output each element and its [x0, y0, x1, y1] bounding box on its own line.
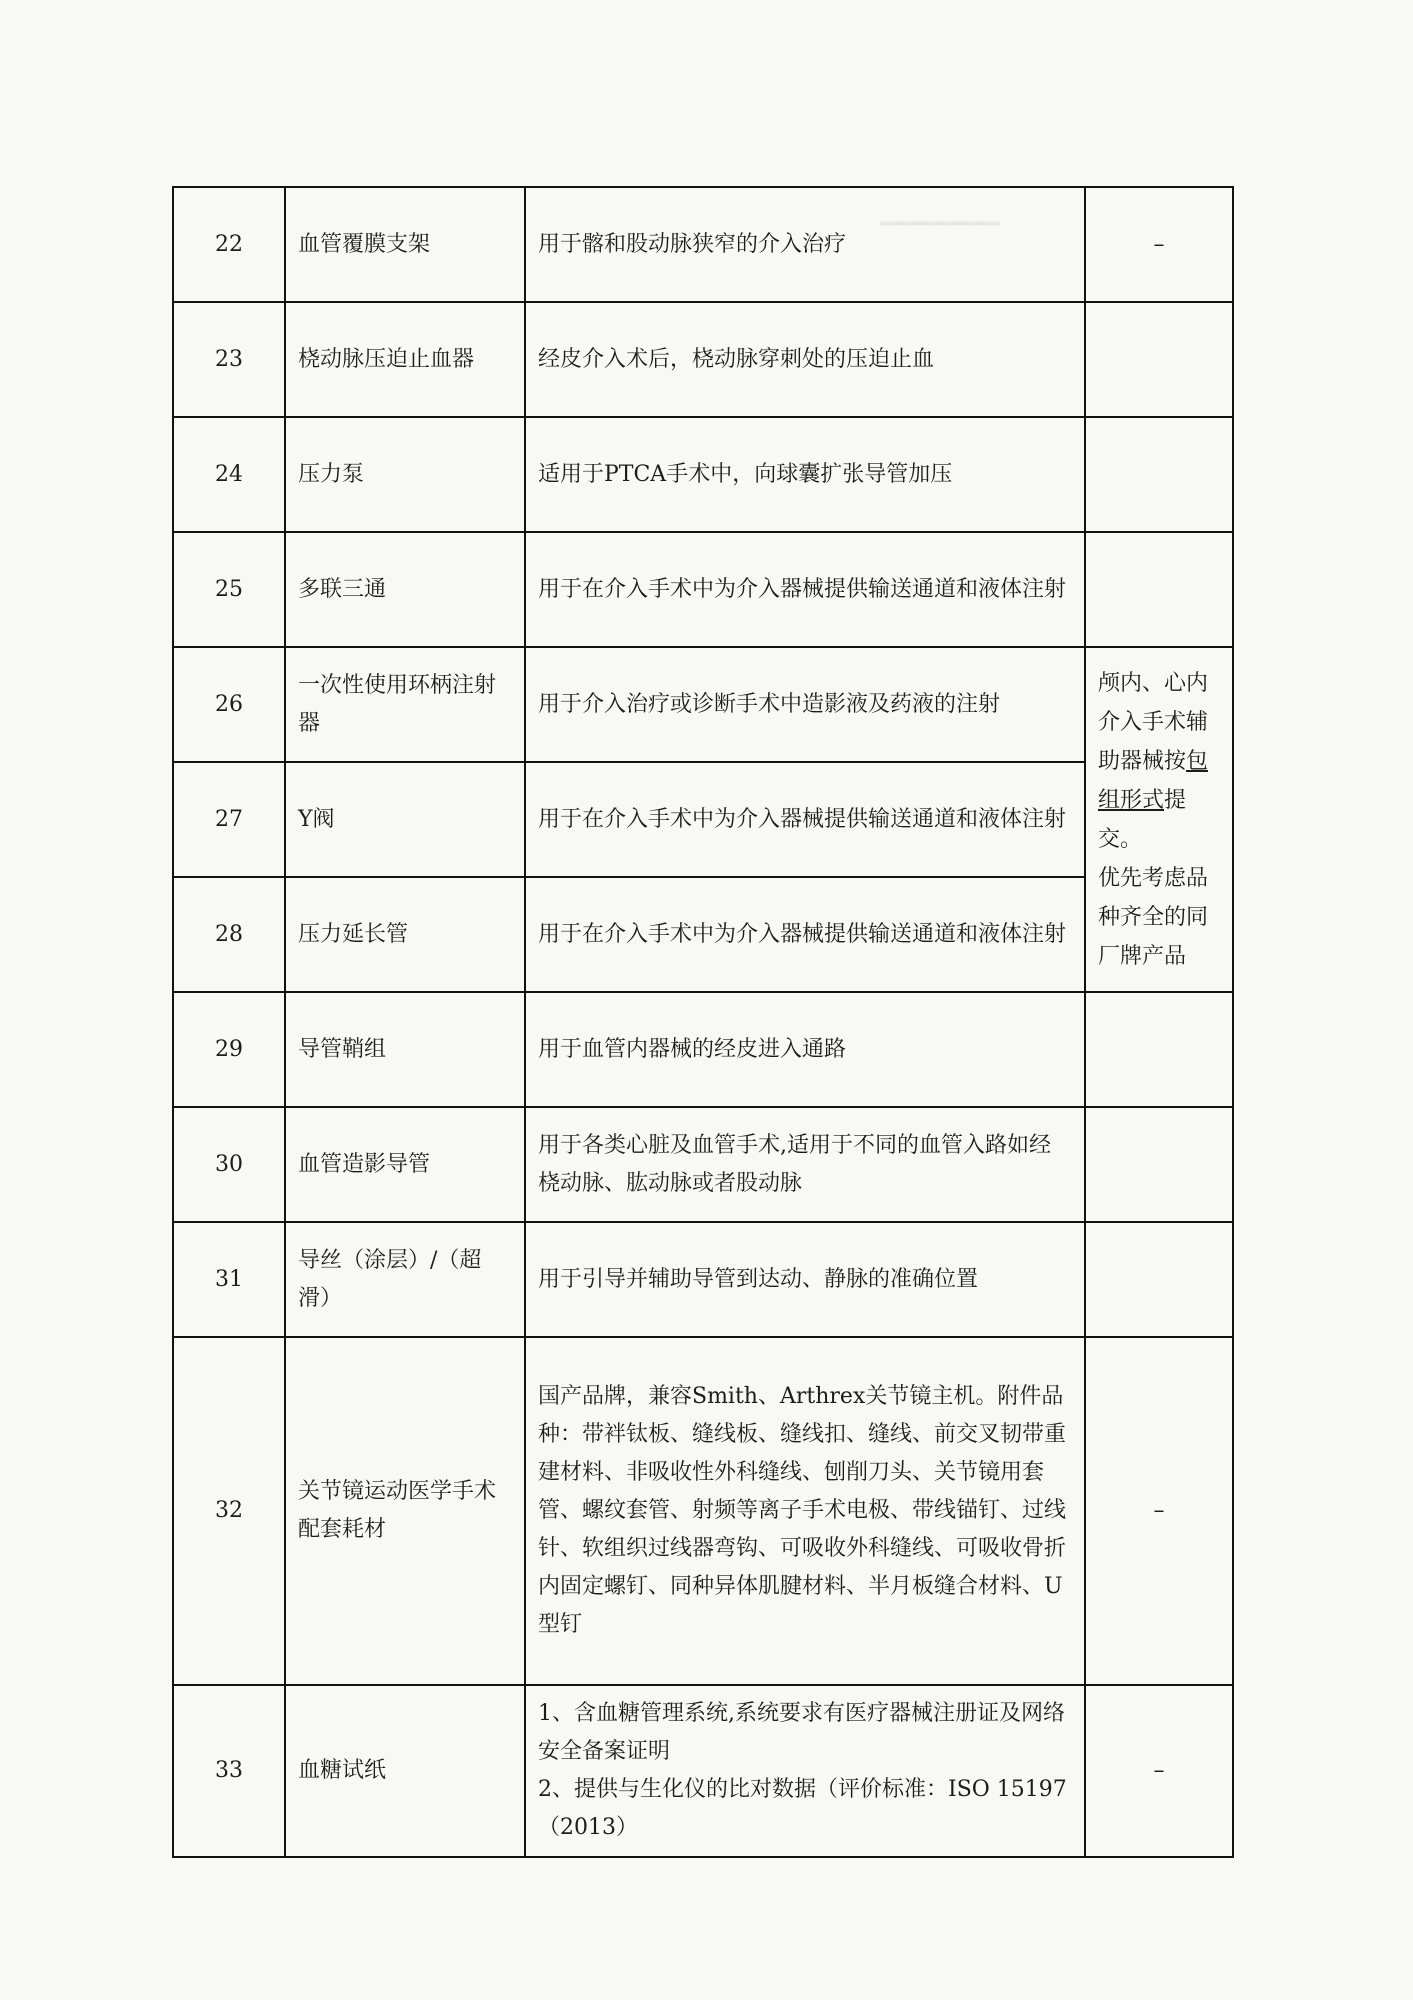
- item-note: –: [1085, 187, 1233, 302]
- item-name: 一次性使用环柄注射器: [285, 647, 525, 762]
- group-note-underlined: 包组形式: [1098, 748, 1209, 813]
- item-description: 用于在介入手术中为介入器械提供输送通道和液体注射: [525, 877, 1085, 992]
- table-row: [173, 417, 1233, 532]
- item-note-empty: [1085, 1222, 1233, 1337]
- item-name: 导管鞘组: [285, 992, 525, 1107]
- table-row: [173, 1337, 1233, 1685]
- table-row: [173, 762, 1233, 877]
- row-number: 26: [173, 647, 285, 762]
- table-row: [173, 1107, 1233, 1222]
- item-note-empty: [1085, 992, 1233, 1107]
- table-row: [173, 532, 1233, 647]
- row-number: 25: [173, 532, 285, 647]
- item-note: –: [1085, 1337, 1233, 1685]
- row-number: 24: [173, 417, 285, 532]
- item-name: 压力泵: [285, 417, 525, 532]
- row-number: 22: [173, 187, 285, 302]
- item-description: 国产品牌，兼容Smith、Arthrex关节镜主机。附件品种：带袢钛板、缝线板、缝线扣、缝线、前交叉韧带重建材料、非吸收性外科缝线、刨削刀头、关节镜用套管、螺纹套管、射频等离子手术电极、带线锚钉、过线针、软组织过线器弯钩、可吸收外科缝线、可吸收骨折内固定螺钉、同种异体肌腱材料、半月板缝合材料、U型钉: [525, 1337, 1085, 1685]
- row-number: 33: [173, 1685, 285, 1857]
- description-line: 1、含血糖管理系统,系统要求有医疗器械注册证及网络安全备案证明: [538, 1701, 1065, 1764]
- item-note-empty: [1085, 302, 1233, 417]
- table-row: [173, 302, 1233, 417]
- group-note-text: [1098, 664, 1220, 859]
- group-note-priority: 优先考虑品种齐全的同厂牌产品: [1098, 865, 1209, 969]
- table-row: [173, 647, 1233, 762]
- item-description: 经皮介入术后，桡动脉穿刺处的压迫止血: [525, 302, 1085, 417]
- item-note-empty: [1085, 532, 1233, 647]
- table-row: [173, 1222, 1233, 1337]
- item-note: –: [1085, 1685, 1233, 1857]
- item-name: 导丝（涂层）/（超滑）: [285, 1222, 525, 1337]
- row-number: 29: [173, 992, 285, 1107]
- group-note: [1085, 647, 1233, 992]
- row-number: 32: [173, 1337, 285, 1685]
- equipment-table: [172, 186, 1234, 1858]
- item-description: 用于介入治疗或诊断手术中造影液及药液的注射: [525, 647, 1085, 762]
- table-row: [173, 877, 1233, 992]
- item-description: 用于髂和股动脉狭窄的介入治疗: [525, 187, 1085, 302]
- item-name: 多联三通: [285, 532, 525, 647]
- item-description: 用于引导并辅助导管到达动、静脉的准确位置: [525, 1222, 1085, 1337]
- group-note-part1: 颅内、心内介入手术辅助器械按: [1098, 670, 1209, 774]
- row-number: 27: [173, 762, 285, 877]
- item-name: 血管覆膜支架: [285, 187, 525, 302]
- table-row: [173, 187, 1233, 302]
- table-row: [173, 1685, 1233, 1857]
- item-description: 用于各类心脏及血管手术,适用于不同的血管入路如经桡动脉、肱动脉或者股动脉: [525, 1107, 1085, 1222]
- item-name: 血糖试纸: [285, 1685, 525, 1857]
- item-name: 关节镜运动医学手术配套耗材: [285, 1337, 525, 1685]
- item-description: 用于在介入手术中为介入器械提供输送通道和液体注射: [525, 532, 1085, 647]
- group-note-part2: 提交。: [1098, 787, 1187, 852]
- bleed-through-mark: ▁▁▁▁▁▁: [880, 196, 1000, 226]
- item-description: 适用于PTCA手术中，向球囊扩张导管加压: [525, 417, 1085, 532]
- item-name: 桡动脉压迫止血器: [285, 302, 525, 417]
- row-number: 28: [173, 877, 285, 992]
- table-row: [173, 992, 1233, 1107]
- item-description: 用于在介入手术中为介入器械提供输送通道和液体注射: [525, 762, 1085, 877]
- item-description: 用于血管内器械的经皮进入通路: [525, 992, 1085, 1107]
- item-name: Y阀: [285, 762, 525, 877]
- item-name: 血管造影导管: [285, 1107, 525, 1222]
- item-name: 压力延长管: [285, 877, 525, 992]
- description-line: 2、提供与生化仪的比对数据（评价标准：ISO 15197（2013）: [538, 1777, 1067, 1840]
- item-note-empty: [1085, 1107, 1233, 1222]
- row-number: 30: [173, 1107, 285, 1222]
- row-number: 31: [173, 1222, 285, 1337]
- item-description: [525, 1685, 1085, 1857]
- row-number: 23: [173, 302, 285, 417]
- item-note-empty: [1085, 417, 1233, 532]
